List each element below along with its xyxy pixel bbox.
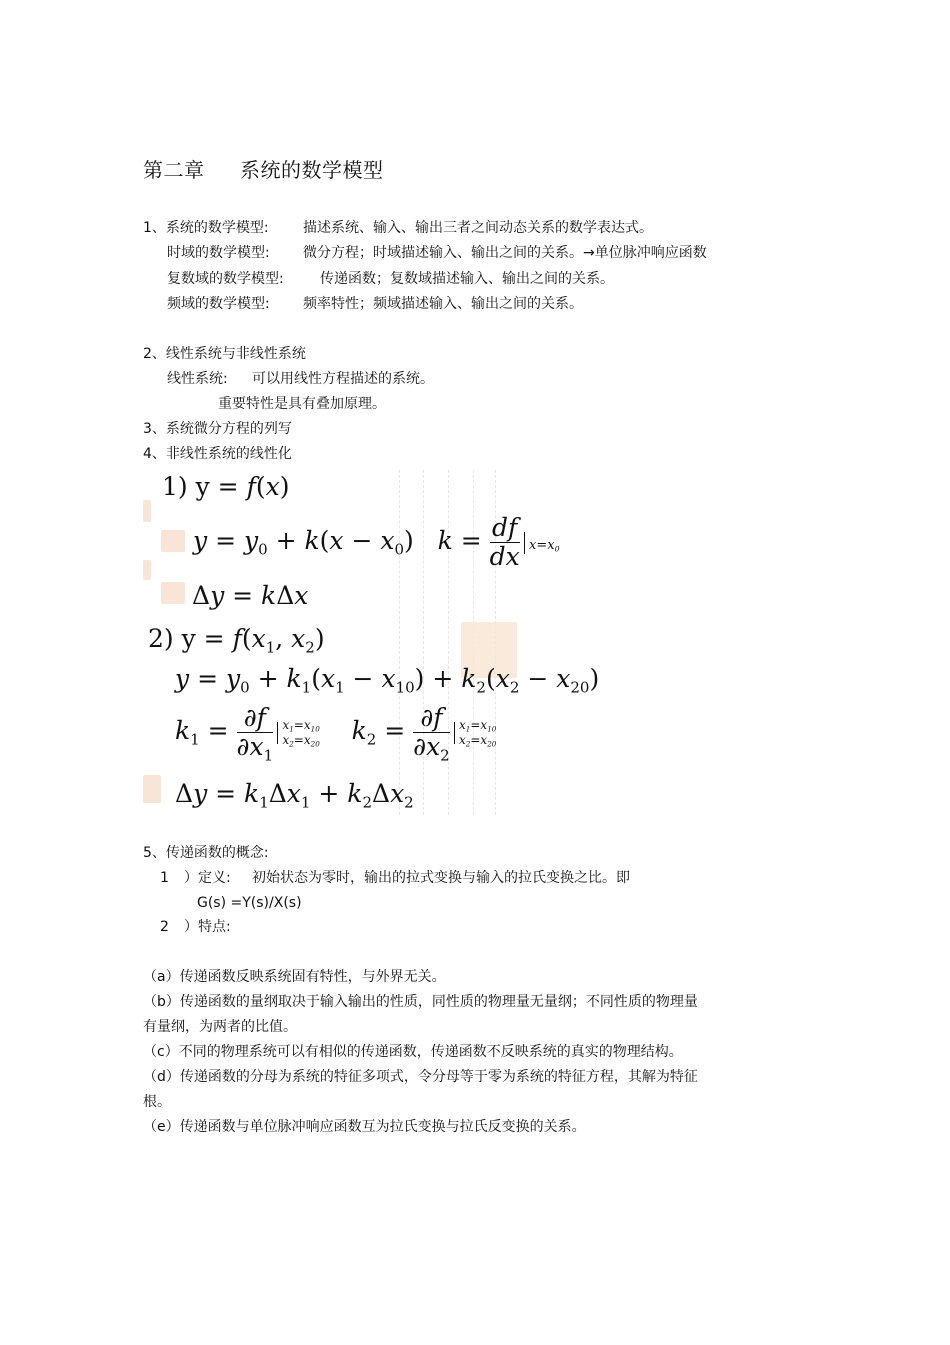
formula-2-delta: $\Delta y = k_1\Delta x_1 + k_2\Delta x_2$ bbox=[175, 779, 414, 812]
feature-b-line2: 有量纲，为两者的比值。 bbox=[143, 1019, 297, 1035]
s1-text: 描述系统、输入、输出三者之间动态关系的数学表达式。 bbox=[303, 220, 653, 236]
feature-e: （e）传递函数与单位脉冲响应函数互为拉氏变换与拉氏反变换的关系。 bbox=[143, 1119, 586, 1135]
superposition-note: 重要特性是具有叠加原理。 bbox=[218, 396, 386, 412]
seal-mark bbox=[143, 500, 151, 522]
s1-label: 1、系统的数学模型: bbox=[143, 220, 269, 236]
seal-mark bbox=[161, 530, 185, 552]
feature-d-line1: （d）传递函数的分母为系统的特征多项式，令分母等于零为系统的特征方程，其解为特征 bbox=[143, 1069, 698, 1085]
transfer-function-formula: G(s) =Y(s)/X(s) bbox=[197, 895, 302, 911]
time-domain-text: 微分方程；时域描述输入、输出之间的关系。→单位脉冲响应函数 bbox=[303, 245, 707, 261]
formula-1-def: 1) y = f(x) bbox=[162, 472, 290, 501]
linear-system-text: 可以用线性方程描述的系统。 bbox=[252, 371, 434, 387]
linear-system-label: 线性系统: bbox=[167, 371, 228, 387]
chapter-number: 第二章 bbox=[143, 158, 205, 182]
time-domain-label: 时域的数学模型: bbox=[167, 245, 270, 261]
features-label: ）特点: bbox=[184, 919, 231, 935]
formula-2-coefficients: $k_1$ = $\frac{\partial f}{\partial x_1}$ $x_1=x_{10}$ $x_2=x_{20}$ $k_2$ = $\frac{\partial f}{\partial x_2}$ $x_1=x_{10}$ $x_2=x_{20}$ bbox=[175, 703, 497, 765]
s3-heading: 3、系统微分方程的列写 bbox=[143, 421, 292, 437]
freq-domain-label: 频域的数学模型: bbox=[167, 296, 270, 312]
formula-1-delta: Δy = kΔx bbox=[192, 581, 309, 610]
feature-c: （c）不同的物理系统可以有相似的传递函数，传递函数不反映系统的真实的物理结构。 bbox=[143, 1044, 683, 1060]
feature-d-line2: 根。 bbox=[143, 1094, 171, 1110]
s4-heading: 4、非线性系统的线性化 bbox=[143, 446, 292, 462]
definition-text: 初始状态为零时，输出的拉式变换与输入的拉氏变换之比。即 bbox=[252, 870, 630, 886]
feature-b-line1: （b）传递函数的量纲取决于输入输出的性质，同性质的物理量无量纲；不同性质的物理量 bbox=[143, 994, 698, 1010]
freq-domain-text: 频率特性；频域描述输入、输出之间的关系。 bbox=[303, 296, 583, 312]
complex-domain-label: 复数域的数学模型: bbox=[167, 271, 284, 287]
definition-number: 1 bbox=[160, 870, 169, 886]
s5-heading: 5、传递函数的概念: bbox=[143, 845, 269, 861]
formula-1-linear: $y = y_0 + k(x - x_0) k$ = $\frac{df}{dx}$ $x=x_0$ bbox=[193, 513, 560, 571]
s2-heading: 2、线性系统与非线性系统 bbox=[143, 346, 306, 362]
feature-a: （a）传递函数反映系统固有特性，与外界无关。 bbox=[143, 969, 446, 985]
seal-mark bbox=[143, 560, 151, 580]
chapter-title: 系统的数学模型 bbox=[240, 158, 384, 182]
seal-mark bbox=[143, 775, 161, 803]
definition-label: ）定义: bbox=[184, 870, 231, 886]
formula-2-linear: $y = y_0 + k_1(x_1 - x_{10}) + k_2(x_2 - x_{20})$ bbox=[175, 664, 600, 697]
formula-2-def: 2) $y = f(x_1$, $x_2$) bbox=[148, 624, 325, 657]
seal-mark bbox=[161, 582, 185, 604]
complex-domain-text: 传递函数；复数域描述输入、输出之间的关系。 bbox=[320, 271, 614, 287]
features-number: 2 bbox=[160, 919, 169, 935]
